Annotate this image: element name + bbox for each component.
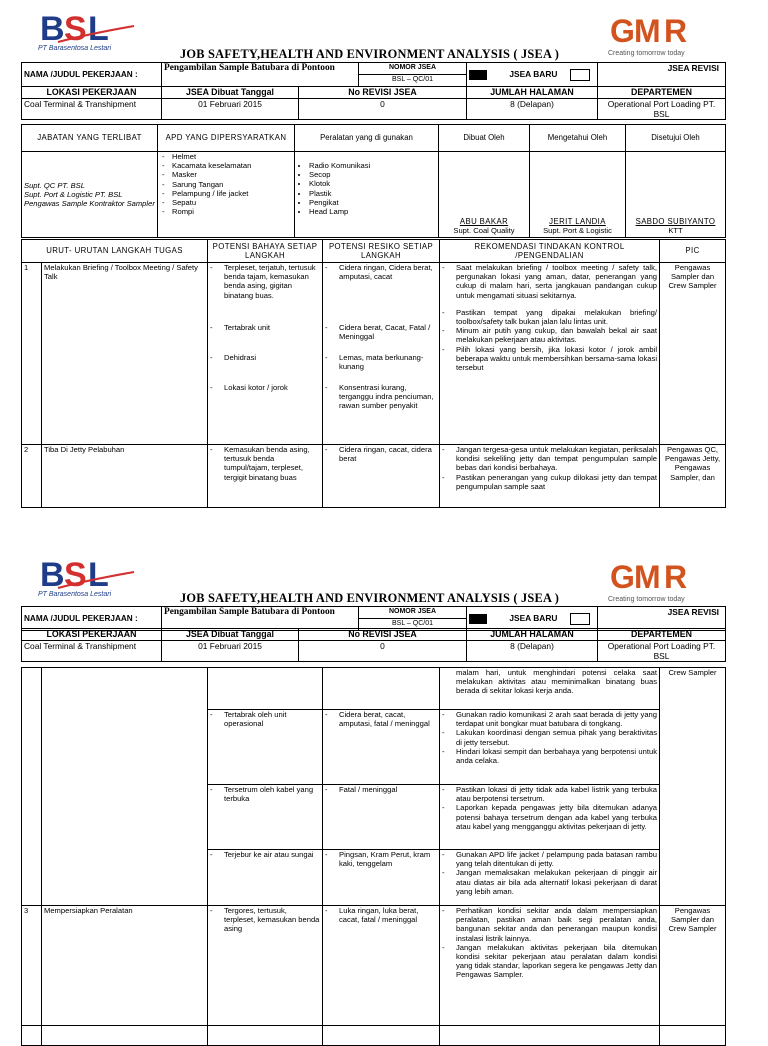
table-row: 3 Mempersiapkan Peralatan - Tergores, tertusuk, terpleset, kemasukan benda asing - Luka ringan, luka berat, cacat, fatal / meninggal - Perhatikan kondisi sekitar anda dalam mempersiapkan peralatan, pastikan aman baik segi peralatan anda, bangunan sekitar anda dan penerangan maupun kondisi instalasi listrik lainnya. - Jangan melakukan aktivitas pekerjaan bila ditemukan kondisi sekitar pekerjaan atau peralatan dalam kondisi yang tidak standar, laporkan segera ke pengawas Jetty dan Pengawas Sampler. Pengawas Sampler dan Crew Sampler [22,906,726,1026]
head-disetujui: Disetujui Oleh [626,125,726,152]
nomor-label: NOMOR JSEA [359,63,467,75]
tool-item: • Plastik [309,189,436,198]
svg-text:G: G [610,559,635,595]
tool-item: • Secop [309,170,436,179]
apd-item: - Rompi [160,207,292,216]
control-item: Pastikan tempat yang dipakai melakukan briefing/ toolbox/safety talk bukan jalan lalu lintas unit. [456,307,658,327]
hazard-item: Tertabrak unit [224,323,271,332]
control-item: Jangan melakukan aktivitas pekerjaan bila ditemukan kondisi sekitar pekerjaan atau peralatan dalam kondisi yang tidak standar, laporkan segera ke pengawas Jetty dan Pengawas Sampler. [456,942,657,980]
control-item: Laporkan kepada pengawas jetty bila ditemukan adanya potensi bahaya tersetrum dengan ada kabel yang terbuka atau kabel yang mengganggu aktivitas pekerjaan di jetty. [456,803,657,831]
head-mengetahui: Mengetahui Oleh [530,125,626,152]
job-label: NAMA /JUDUL PEKERJAAN : [22,63,162,87]
control-item: Jangan memaksakan melakukan pekerjaan di pinggir air atau diatas air bila ada alternatif lokasi pekerjaan di darat yang lebih aman. [456,868,657,896]
val-revisi: 0 [299,99,467,120]
svg-text:R: R [664,559,688,595]
jsea-baru-label: JSEA BARU [509,68,558,79]
step-number: 1 [22,263,42,445]
signer-name: ABU BAKAR [459,216,509,226]
hazard-item: Terjebur ke air atau sungai [224,850,314,859]
company-name: PT Barasentosa Lestari [38,45,112,52]
tool-item: • Head Lamp [309,207,436,216]
svg-text:S: S [64,556,87,594]
val-dibuat: 01 Februari 2015 [162,641,299,662]
page-gap [0,520,768,542]
hazard-item: Lokasi kotor / jorok [224,383,288,392]
signer-name: SABDO SUBIYANTO [635,216,716,226]
col-revisi: No REVISI JSEA [299,87,467,99]
control-cell: - Saat melakukan briefing / toolbox meeting / safety talk, pergunakan lokasi yang aman, datar, penerangan yang cukup di malam hari, serta jangkauan pandangan cukup untuk mengamati situasi sekitarnya. - Pastikan tempat yang dipakai melakukan briefing/ toolbox/safety talk bukan jalan lalu lintas unit. - Minum air putih yang cukup, dan bawalah bekal air saat melakukan pekerjaan atau aktivitas. - Pilih lokasi yang bersih, jika lokasi kotor / jorok ambil beberapa waktu untuk membersihkan bersama-sama lokasi tersebut [440,263,660,445]
risk-item: Cidera berat, Cacat, Fatal / Meninggal [339,323,431,342]
role-item: Supt. Port & Logistic PT. BSL [24,189,123,199]
val-halaman: 8 (Delapan) [467,641,598,662]
risk-item: Cidera ringan, cacat, cidera berat [339,445,432,464]
signature-disetujui [626,152,726,238]
val-departemen: Operational Port Loading PT. BSL [598,641,726,662]
svg-text:G: G [610,13,635,49]
step-number: 2 [22,445,42,508]
head-control: REKOMENDASI TINDAKAN KONTROL /PENGENDALIAN [440,240,660,263]
hazard-cell: - Terpleset, terjatuh, tertusuk benda tajam, kemasukan benda asing, gigitan binatang buas. - Tertabrak unit - Dehidrasi - Lokasi kotor / jorok [208,263,323,445]
step-number: 3 [22,906,42,1026]
risk-item: Pingsan, Kram Perut, kram kaki, tenggelam [339,850,431,869]
pic-cell: Pengawas Sampler dan Crew Sampler [660,263,726,445]
head-jabatan: JABATAN YANG TERLIBAT [22,125,158,152]
header-table [21,62,726,87]
gmr-logo [606,8,694,56]
head-peralatan: Peralatan yang di gunakan [295,125,439,152]
page-2 [0,542,768,1024]
risk-item: Konsentrasi kurang, terganggu indra penciuman, rawan sumber penyakit [339,383,434,411]
apd-item: - Masker [160,170,292,179]
apd-cell [158,152,295,238]
task-table [21,239,726,508]
company-name: PT Barasentosa Lestari [38,591,112,598]
control-item: Saat melakukan briefing / toolbox meeting / safety talk, pergunakan lokasi yang aman, datar, penerangan yang cukup di malam hari, serta jangkauan pandangan cukup untuk mengamati situasi sekitarnya. [456,263,658,300]
hazard-cell: - Kemasukan benda asing, tertusuk benda tumpul/tajam, terpleset, tergigit binatang buas [208,445,323,508]
role-item: Pengawas Sample Kontraktor Sampler [24,199,155,209]
col-departemen: DEPARTEMEN [598,629,726,641]
control-item: Gunakan radio komunikasi 2 arah saat berada di jetty yang terdapat unit bongkar muat batubara di tongkang. [456,710,657,729]
tool-item: • Klotok [309,179,436,188]
apd-item: - Kacamata keselamatan [160,161,292,170]
location-table [21,86,726,120]
col-revisi: No REVISI JSEA [299,629,467,641]
jsea-revisi-checkbox[interactable] [570,69,590,81]
apd-item: - Sarung Tangan [160,180,292,189]
svg-text:B: B [40,556,65,594]
table-row: - Tertabrak oleh unit operasional - Cidera berat, cacat, amputasi, fatal / meninggal - Gunakan radio komunikasi 2 arah saat berada di jetty yang terdapat unit bongkar muat batubara di tongkang. - Lakukan koordinasi dengan semua pihak yang beraktivitas di jetty tersebut. - Hindari lokasi sempit dan berbahaya yang berpotensi untuk anda celaka. [22,710,726,785]
pic-cell: Crew Sampler [660,668,726,906]
control-item: Jangan tergesa-gesa untuk melakukan kegiatan, periksalah kondisi sekeliling jetty dan tempat pengumpulan sample bebas dari kondisi berbahaya. [456,445,658,473]
jsea-baru-checkbox[interactable] [469,70,487,80]
jsea-revisi-label: JSEA REVISI [598,63,726,87]
head-apd: APD YANG DIPERSYARATKAN [158,125,295,152]
head-pic: PIC [660,240,726,263]
page-title: JOB SAFETY,HEALTH AND ENVIRONMENT ANALYSIS ( JSEA ) [180,47,560,61]
role-item: Supt. QC PT. BSL [24,180,85,190]
svg-text:M: M [634,13,661,49]
control-item: Minum air putih yang cukup, dan bawalah bekal air saat melakukan pekerjaan atau aktivitas. [456,326,658,345]
step-task: Mempersiapkan Peralatan [42,906,208,1026]
control-item: Gunakan APD life jacket / pelampung pada batasan rambu yang telah ditentukan di jetty. [456,850,657,869]
control-item: Pilih lokasi yang bersih, jika lokasi kotor / jorok ambil beberapa waktu untuk membersihkan bersama-sama lokasi tersebut [456,344,658,373]
table-row: - Terjebur ke air atau sungai - Pingsan, Kram Perut, kram kaki, tenggelam - Gunakan APD life jacket / pelampung pada batasan rambu yang telah ditentukan di jetty. - Jangan memaksakan melakukan pekerjaan di pinggir air atau diatas air bila ada alternatif lokasi pekerjaan di darat yang lebih aman. [22,850,726,906]
val-revisi: 0 [299,641,467,662]
control-item: Pastikan penerangan yang cukup dilokasi jetty dan tempat pengumpulan sample saat [456,472,658,491]
signer-title: Supt. Coal Quality [453,225,515,235]
head-steps: URUT- URUTAN LANGKAH TUGAS [22,240,208,263]
info-table [21,124,726,238]
head-risk: POTENSI RESIKO SETIAP LANGKAH [323,240,440,263]
col-halaman: JUMLAH HALAMAN [467,87,598,99]
val-halaman: 8 (Delapan) [467,99,598,120]
hazard-item: Tergores, tertusuk, terpleset, kemasukan benda asing [224,906,320,934]
signer-title: KTT [668,225,683,235]
head-hazard: POTENSI BAHAYA SETIAP LANGKAH [208,240,323,263]
col-dibuat: JSEA Dibuat Tanggal [162,629,299,641]
risk-cell: - Cidera ringan, Cidera berat, amputasi, cacat - Cidera berat, Cacat, Fatal / Meninggal - Lemas, mata berkunang-kunang - Konsentrasi kurang, terganggu indra penciuman, rawan sumber penyakit [323,263,440,445]
val-dibuat: 01 Februari 2015 [162,99,299,120]
val-lokasi: Coal Terminal & Transhipment [22,641,162,662]
table-row [22,263,726,445]
step-task: Melakukan Briefing / Toolbox Meeting / Safety Talk [42,263,208,445]
jsea-baru-label: JSEA BARU [509,612,558,623]
control-cell: - Jangan tergesa-gesa untuk melakukan kegiatan, periksalah kondisi sekeliling jetty dan tempat pengumpulan sample bebas dari kondisi berbahaya. - Pastikan penerangan yang cukup dilokasi jetty dan tempat pengumpulan sample saat [440,445,660,508]
table-row [22,668,726,710]
control-item: Pastikan lokasi di jetty tidak ada kabel listrik yang terbuka atau berpotensi tersetrum. [456,785,657,804]
job-title: Pengambilan Sample Batubara di Pontoon [162,607,359,631]
apd-item: - Helmet [160,152,292,161]
svg-text:S: S [64,10,87,48]
head-dibuat: Dibuat Oleh [439,125,530,152]
hazard-item: Kemasukan benda asing, tertusuk benda tumpul/tajam, terpleset, tergigit binatang buas [224,445,310,482]
val-lokasi: Coal Terminal & Transhipment [22,99,162,120]
page-title: JOB SAFETY,HEALTH AND ENVIRONMENT ANALYSIS ( JSEA ) [180,591,560,605]
roles-cell [22,152,158,238]
table-row: - Tersetrum oleh kabel yang terbuka - Fatal / meninggal - Pastikan lokasi di jetty tidak ada kabel listrik yang terbuka atau berpotensi tersetrum. - Laporkan kepada pengawas jetty bila ditemukan adanya potensi bahaya tersetrum dengan ada kabel yang terbuka atau kabel yang mengganggu aktivitas pekerjaan di jetty. [22,785,726,850]
col-dibuat: JSEA Dibuat Tanggal [162,87,299,99]
task-table [21,667,726,1046]
risk-item: Fatal / meninggal [339,785,398,794]
control-item: malam hari, untuk menghindari potensi celaka saat melakukan aktivitas atau meminimalkan binatang buas berada di sekitar lokasi kerja anda. [440,668,660,710]
table-row [22,1026,726,1046]
col-halaman: JUMLAH HALAMAN [467,629,598,641]
gmr-tagline: Creating tomorrow today [608,50,685,57]
tools-cell [295,152,439,238]
jsea-revisi-checkbox[interactable] [570,613,590,625]
risk-cell: - Cidera ringan, cacat, cidera berat [323,445,440,508]
pic-cell: Pengawas QC, Pengawas Jetty, Pengawas Sampler, dan [660,445,726,508]
control-item: Lakukan koordinasi dengan semua pihak yang beraktivitas di jetty tersebut. [456,728,657,747]
val-departemen: Operational Port Loading PT. BSL [598,99,726,120]
risk-item: Luka ringan, luka berat, cacat, fatal / meninggal [339,906,419,925]
job-label: NAMA /JUDUL PEKERJAAN : [22,607,162,631]
step-task: Tiba Di Jetty Pelabuhan [42,445,208,508]
apd-item: - Pelampung / life jacket [160,189,292,198]
risk-item: Lemas, mata berkunang-kunang [339,353,424,372]
signature-mengetahui [530,152,626,238]
signer-title: Supt. Port & Logistic [543,225,612,235]
signer-name: JERIT LANDIA [549,216,606,226]
tool-item: • Pengikat [309,198,436,207]
col-departemen: DEPARTEMEN [598,87,726,99]
hazard-item: Tertabrak oleh unit operasional [224,710,287,729]
svg-text:L: L [88,556,109,594]
nomor-value: BSL – QC/01 [359,619,467,631]
hazard-item: Terpleset, terjatuh, tertusuk benda tajam, kemasukan benda asing, gigitan binatang buas. [224,263,316,300]
nomor-label: NOMOR JSEA [359,607,467,619]
hazard-item: Dehidrasi [224,353,257,362]
svg-text:B: B [40,10,65,48]
jsea-revisi-label: JSEA REVISI [598,607,726,631]
job-title: Pengambilan Sample Batubara di Pontoon [162,63,359,87]
svg-text:L: L [88,10,109,48]
control-item: Hindari lokasi sempit dan berbahaya yang berpotensi untuk anda celaka. [456,746,657,766]
control-item: Perhatikan kondisi sekitar anda dalam mempersiapkan peralatan, pastikan aman baik segi peralatan anda, bangunan sekitar anda dan penerangan maupun kondisi instalasi listrik lainnya. [456,906,657,943]
location-table [21,628,726,662]
nomor-value: BSL – QC/01 [359,75,467,87]
table-row [22,445,726,508]
signature-dibuat [439,152,530,238]
col-lokasi: LOKASI PEKERJAAN [22,629,162,641]
apd-item: - Sepatu [160,198,292,207]
col-lokasi: LOKASI PEKERJAAN [22,87,162,99]
gmr-logo [606,554,694,602]
page-1 [0,0,768,520]
svg-text:R: R [664,13,688,49]
svg-text:M: M [634,559,661,595]
tool-item: • Radio Komunikasi [309,161,436,170]
pic-cell: Pengawas Sampler dan Crew Sampler [660,906,726,1026]
risk-item: Cidera ringan, Cidera berat, amputasi, cacat [339,263,433,282]
hazard-item: Tersetrum oleh kabel yang terbuka [224,785,314,804]
gmr-tagline: Creating tomorrow today [608,596,685,603]
risk-item: Cidera berat, cacat, amputasi, fatal / meninggal [339,710,430,729]
jsea-baru-checkbox[interactable] [469,614,487,624]
